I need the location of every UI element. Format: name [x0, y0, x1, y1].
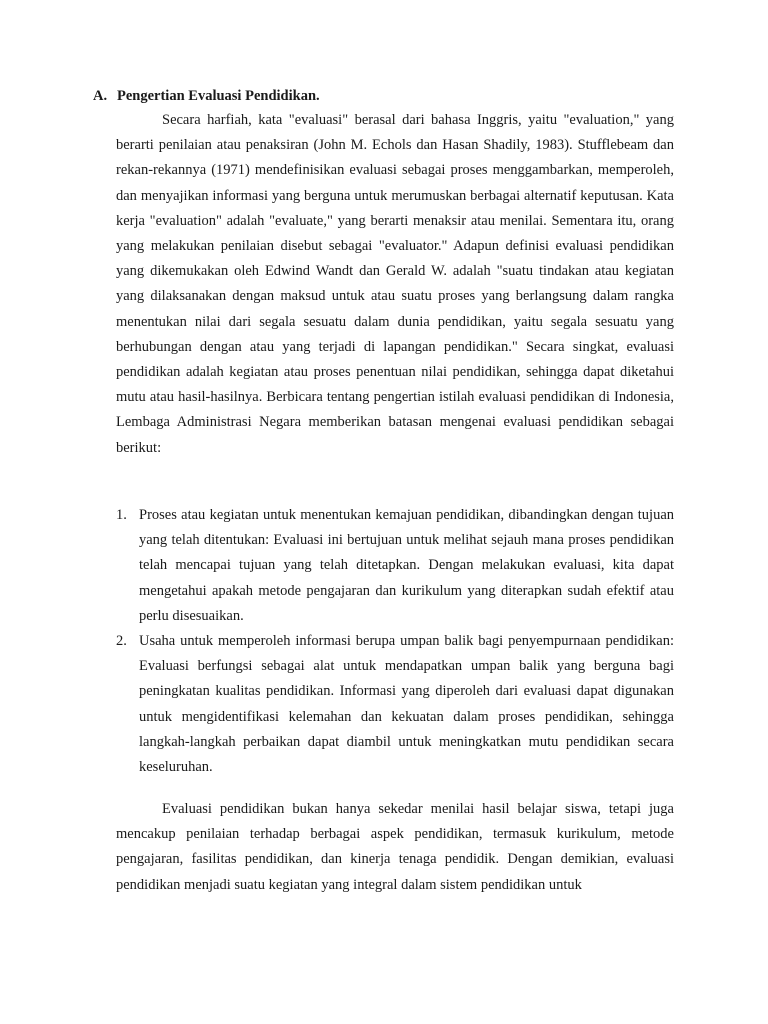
section-heading: [93, 87, 320, 105]
list-item-number: 1.: [116, 507, 127, 523]
definition-list: [116, 503, 674, 780]
closing-paragraph: Evaluasi pendidikan bukan hanya sekedar menilai hasil belajar siswa, tetapi juga mencakup penilaian terhadap berbagai aspek pendidikan, termasuk kurikulum, metode pengajaran, fasilitas pendidikan, dan kinerja tenaga pendidik. Dengan demikian, evaluasi pendidikan menjadi suatu kegiatan yang integral dalam sistem pendidikan untuk: [116, 801, 674, 893]
list-item-text: Proses atau kegiatan untuk menentukan kemajuan pendidikan, dibandingkan dengan tujuan yang telah ditentukan: Evaluasi ini bertujuan untuk melihat sejauh mana proses pendidikan telah mencapai tujuan yang telah ditetapkan. Dengan melakukan evaluasi, kita dapat mengetahui apakah metode pengajaran dan kurikulum yang diterapkan sudah efektif atau perlu disesuaikan.: [139, 507, 674, 624]
list-item-number: 2.: [116, 633, 127, 650]
list-item-text: Usaha untuk memperoleh informasi berupa umpan balik bagi penyempurnaan pendidikan: Evaluasi berfungsi sebagai alat untuk mendapatkan umpan balik yang berguna bagi peningkatan kualitas pendidikan. Informasi yang diperoleh dari evaluasi dapat digunakan untuk mengidentifikasi kelemahan dan kekuatan dalam proses pendidikan, sehingga langkah-langkah perbaikan dapat diambil untuk meningkatkan mutu pendidikan secara keseluruhan.: [139, 633, 674, 776]
list-item: [116, 629, 674, 780]
intro-paragraph: Secara harfiah, kata "evaluasi" berasal dari bahasa Inggris, yaitu "evaluation," yang berarti penilaian atau penaksiran (John M. Echols dan Hasan Shadily, 1983). Stufflebeam dan rekan-rekannya (1971) mendefinisikan evaluasi sebagai proses menggambarkan, memperoleh, dan menyajikan informasi yang berguna untuk merumuskan berbagai alternatif keputusan. Kata kerja "evaluation" adalah "evaluate," yang berarti menaksir atau menilai. Sementara itu, orang yang melakukan penilaian disebut sebagai "evaluator." Adapun definisi evaluasi pendidikan yang dikemukakan oleh Edwind Wandt dan Gerald W. adalah "suatu tindakan atau kegiatan yang dilaksanakan dengan maksud untuk atau suatu proses yang berlangsung dalam rangka menentukan nilai dari segala sesuatu dalam dunia pendidikan, yaitu segala sesuatu yang berhubungan dengan atau yang terjadi di lapangan pendidikan." Secara singkat, evaluasi pendidikan adalah kegiatan atau proses penentuan nilai pendidikan, sehingga dapat diketahui mutu atau hasil-hasilnya. Berbicara tentang pengertian istilah evaluasi pendidikan di Indonesia, Lembaga Administrasi Negara memberikan batasan mengenai evaluasi pendidikan sebagai berikut:: [116, 112, 674, 456]
section-title: Pengertian Evaluasi Pendidikan.: [117, 88, 320, 104]
section-marker: A.: [93, 88, 108, 104]
list-item: [116, 503, 674, 629]
